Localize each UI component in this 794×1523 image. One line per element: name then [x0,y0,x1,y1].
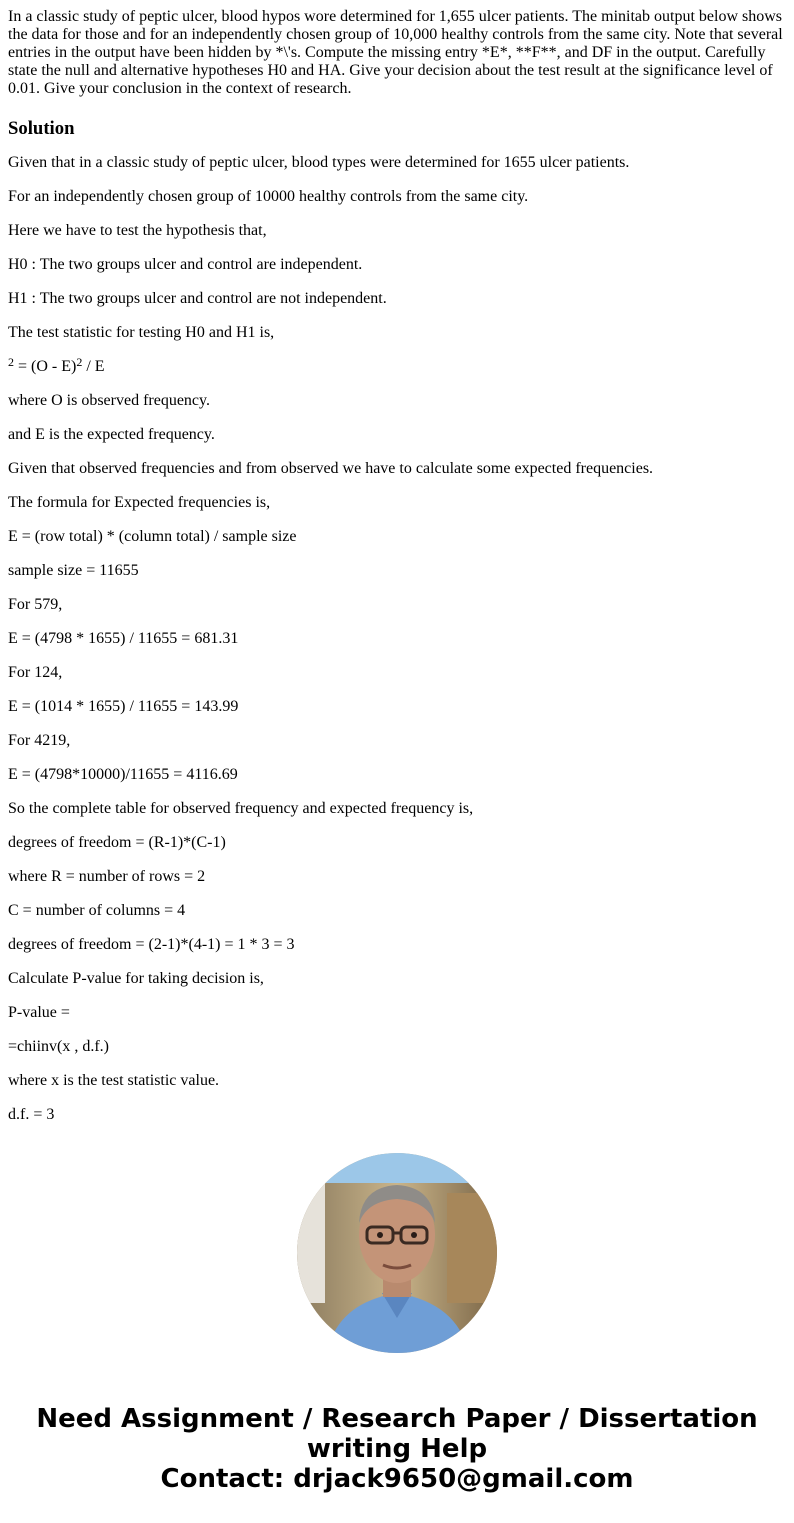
help-banner [0,1404,794,1494]
test-statistic-formula [8,355,786,376]
solution-line: and E is the expected frequency. [8,426,215,443]
contact-email: Contact: drjack9650@gmail.com [160,1464,634,1494]
solution-line: E = (1014 * 1655) / 11655 = 143.99 [8,698,239,715]
solution-line: For 124, [8,664,63,681]
solution-line: E = (4798*10000)/11655 = 4116.69 [8,766,238,783]
solution-line: The formula for Expected frequencies is, [8,494,271,511]
solution-line: Calculate P-value for taking decision is, [8,970,264,987]
superscript: 2 [8,355,14,369]
solution-line: d.f. = 3 [8,1106,55,1122]
expected-frequency-formula: E = (row total) * (column total) / sample size [8,528,297,545]
formula-part: / E [82,358,105,375]
formula-part: = (O - E) [14,358,77,375]
solution-line: degrees of freedom = (R-1)*(C-1) [8,834,226,851]
solution-line: where O is observed frequency. [8,392,210,409]
solution-line: E = (4798 * 1655) / 11655 = 681.31 [8,630,239,647]
banner-line: Need Assignment / Research Paper / Dissertation [36,1404,758,1434]
alternative-hypothesis: H1 : The two groups ulcer and control are not independent. [8,290,387,307]
solution-document [8,8,786,1122]
tutor-portrait-icon [297,1153,497,1353]
banner-line: writing Help [306,1434,488,1464]
solution-line: P-value = [8,1004,70,1021]
solution-line: For an independently chosen group of 10000 healthy controls from the same city. [8,188,529,205]
tutor-avatar [297,1153,497,1353]
solution-line: where x is the test statistic value. [8,1072,220,1089]
solution-line: Here we have to test the hypothesis that, [8,222,267,239]
solution-line: sample size = 11655 [8,562,139,579]
solution-line: Given that in a classic study of peptic ulcer, blood types were determined for 1655 ulcer patients. [8,154,630,171]
solution-line: C = number of columns = 4 [8,902,186,919]
solution-line: where R = number of rows = 2 [8,868,206,885]
solution-line: The test statistic for testing H0 and H1 is, [8,324,275,341]
solution-line: degrees of freedom = (2-1)*(4-1) = 1 * 3 = 3 [8,936,295,953]
superscript: 2 [76,355,83,369]
solution-line: So the complete table for observed frequency and expected frequency is, [8,800,474,817]
solution-line: Given that observed frequencies and from observed we have to calculate some expected frequencies. [8,460,654,477]
question-text: In a classic study of peptic ulcer, blood hypos wore determined for 1,655 ulcer patients. The minitab output below shows the data for those and for an independently chosen group of 10,000 healthy controls from the same city. Note that several entries in the output have been hidden by *\'s. Compute the missing entry *E*, **F**, and DF in the output. Carefully state the null and alternative hypotheses H0 and HA. Give your decision about the test result at the significance level of 0.01. Give your conclusion in the context of research. [8,8,783,97]
null-hypothesis: H0 : The two groups ulcer and control are independent. [8,256,363,273]
solution-line: For 579, [8,596,63,613]
solution-line: =chiinv(x , d.f.) [8,1038,109,1055]
solution-line: For 4219, [8,732,71,749]
solution-heading: Solution [8,118,75,139]
